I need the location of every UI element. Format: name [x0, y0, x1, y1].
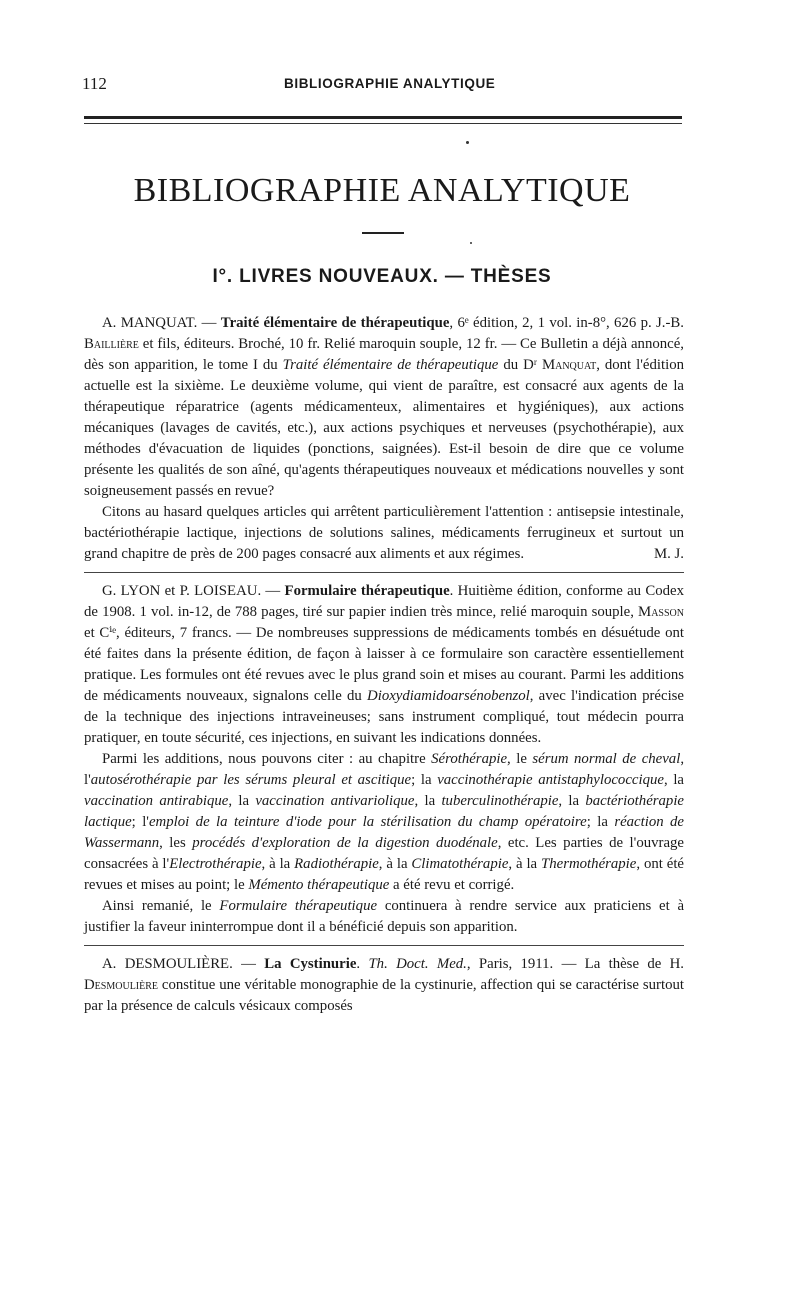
entry-signature: M. J.: [653, 546, 684, 562]
referenced-title: Traité élémentaire de thérapeutique: [282, 357, 499, 373]
italic-term: tuberculinothérapie: [441, 793, 559, 809]
italic-term: Sérothérapie: [431, 751, 508, 767]
text-run: Ainsi remanié, le: [102, 898, 220, 914]
text-run: continuera à rendre service aux praticiens et à justifier la faveur ininterrompue dont il a bénéficié depuis son apparition.: [84, 898, 685, 935]
text-run: , la: [228, 793, 256, 809]
italic-term: sérum normal de cheval: [532, 751, 681, 767]
thesis-source: Th. Doct. Med.: [368, 956, 467, 972]
italic-term: autosérothérapie par les sérums pleural et ascitique: [90, 772, 412, 788]
entry-separator: [84, 945, 684, 946]
entry-details: , Paris, 1911. — La thèse de H.: [466, 956, 684, 972]
italic-term: vaccinothérapie antistaphylococcique: [437, 772, 664, 788]
entry-author: G. LYON et P. LOISEAU. —: [102, 583, 285, 599]
entry-details: , 6ᵉ édition, 2, 1 vol. in-8°, 626 p. J.-B.: [449, 315, 684, 331]
text-run: , la: [558, 793, 586, 809]
italic-term: Mémento thérapeutique: [248, 877, 390, 893]
entry-details: , avec l'indication précise de la technique des injections intraveineuses; sans instrument compliqué, tout médecin pourra pratiquer, en toute sécurité, ces injections, en suivant les indications données.: [84, 688, 685, 746]
text-run: , les: [159, 835, 193, 851]
running-title: BIBLIOGRAPHIE ANALYTIQUE: [284, 76, 496, 91]
entry-details: , dont l'édition actuelle est la sixième. Le deuxième volume, qui vient de paraître, est consacré aux agents de la thérapeutique réparatrice (agents médicamenteux, alimentaires et hygiéniques), aux actions mécaniques (lavages de cavités, etc.), aux actions psychiques et nerveuses (psychothérapie), aux méthodes d'évacuation de liquides (ponctions, saignées). Est-il besoin de dire que ce volume présente les qualités de son aîné, qu'agents thérapeutiques nouveaux et médications nouvelles y sont soigneusement passés en revue?: [84, 357, 684, 499]
text-run: ; la: [411, 772, 438, 788]
title-rule: [362, 232, 404, 234]
entry-lyon-loiseau-para3: [84, 896, 684, 938]
entry-desmouliere: [84, 954, 684, 1017]
entry-work-title: La Cystinurie: [264, 956, 357, 972]
drug-name: Dioxydiamidoarsénobenzol: [367, 688, 530, 704]
text-run: , etc. Les parties de l'ouvrage consacrées à l': [84, 835, 684, 872]
entry-details: et fils, éditeurs. Broché, 10 fr. Relié maroquin souple, 12 fr. — Ce Bulletin a déjà annoncé, dès son apparition, le tome I du: [84, 336, 684, 373]
italic-term: Climatothérapie: [411, 856, 509, 872]
italic-term: vaccination antirabique: [84, 793, 229, 809]
header-rule-thick: [84, 116, 682, 119]
entry-manquat: [84, 313, 684, 502]
entry-details: .: [356, 956, 369, 972]
text-run: ; la: [586, 814, 615, 830]
print-speck: [470, 242, 472, 244]
publisher-name: Baillière: [84, 336, 139, 352]
text-run: , à la: [378, 856, 412, 872]
entry-details: et Cⁱᵉ, éditeurs, 7 francs. — De nombreuses suppressions de médicaments tombés en désuétude ont été faites dans la présente édition, de façon à laisser à ce formulaire son caractère essentiellement pratique. Les formules ont été revues avec le plus grand soin et mises au courant. Parmi les additions de médicaments nouveaux, signalons celle du: [84, 625, 684, 704]
italic-term: Formulaire thérapeutique: [219, 898, 378, 914]
italic-term: Thermothérapie: [541, 856, 637, 872]
text-run: , ont été revues et mises au point; le: [84, 856, 684, 893]
text-run: , l': [84, 751, 685, 788]
text-run: Parmi les additions, nous pouvons citer : au chapitre: [102, 751, 432, 767]
italic-term: procédés d'exploration de la digestion duodénale: [192, 835, 498, 851]
thesis-author: Desmoulière: [84, 977, 159, 993]
article-body: [84, 313, 684, 1017]
entry-manquat-para2: [84, 502, 684, 565]
text-run: ; l': [131, 814, 149, 830]
section-heading: I°. LIVRES NOUVEAUX. — THÈSES: [212, 266, 552, 287]
entry-details: du Dʳ: [498, 357, 542, 373]
italic-term: réaction de Wassermann: [84, 814, 684, 851]
entry-lyon-loiseau-para2: [84, 749, 684, 896]
entry-paragraph: Citons au hasard quelques articles qui arrêtent particulièrement l'attention : antisepsie intestinale, bactériothérapie lactique, injections de solutions salines, médicaments ferrugineux et surtout un grand chapitre de près de 200 pages consacré aux aliments et aux régimes.: [84, 504, 684, 562]
text-run: , la: [663, 772, 684, 788]
text-run: , à la: [508, 856, 542, 872]
running-header: [82, 74, 682, 98]
entry-details: . Huitième édition, conforme au Codex de 1908. 1 vol. in-12, de 788 pages, tiré sur papier indien très mince, relié maroquin souple,: [84, 583, 684, 620]
entry-author: A. DESMOULIÈRE. —: [102, 956, 265, 972]
italic-term: Electrothérapie: [169, 856, 262, 872]
print-speck: [466, 141, 469, 144]
referenced-author: Manquat: [541, 357, 597, 373]
header-rule-thin: [84, 123, 682, 124]
entry-details: constitue une véritable monographie de la cystinurie, affection qui se caractérise surtout par la présence de calculs vésicaux composés: [84, 977, 684, 1014]
entry-work-title: Formulaire thérapeutique: [284, 583, 450, 599]
italic-term: Radiothérapie: [294, 856, 379, 872]
text-run: , la: [414, 793, 442, 809]
entry-lyon-loiseau: [84, 581, 684, 749]
italic-term: vaccination antivariolique: [255, 793, 415, 809]
italic-term: bactériothérapie lactique: [84, 793, 684, 830]
text-run: , à la: [261, 856, 295, 872]
text-run: a été revu et corrigé.: [389, 877, 515, 893]
page-number: 112: [82, 74, 107, 93]
page-title: BIBLIOGRAPHIE ANALYTIQUE: [133, 172, 631, 209]
text-run: , le: [507, 751, 533, 767]
italic-term: emploi de la teinture d'iode pour la stérilisation du champ opératoire: [148, 814, 587, 830]
entry-separator: [84, 572, 684, 573]
entry-author: A. MANQUAT. —: [102, 315, 221, 331]
publisher-name: Masson: [638, 604, 684, 620]
entry-work-title: Traité élémentaire de thérapeutique: [220, 315, 450, 331]
